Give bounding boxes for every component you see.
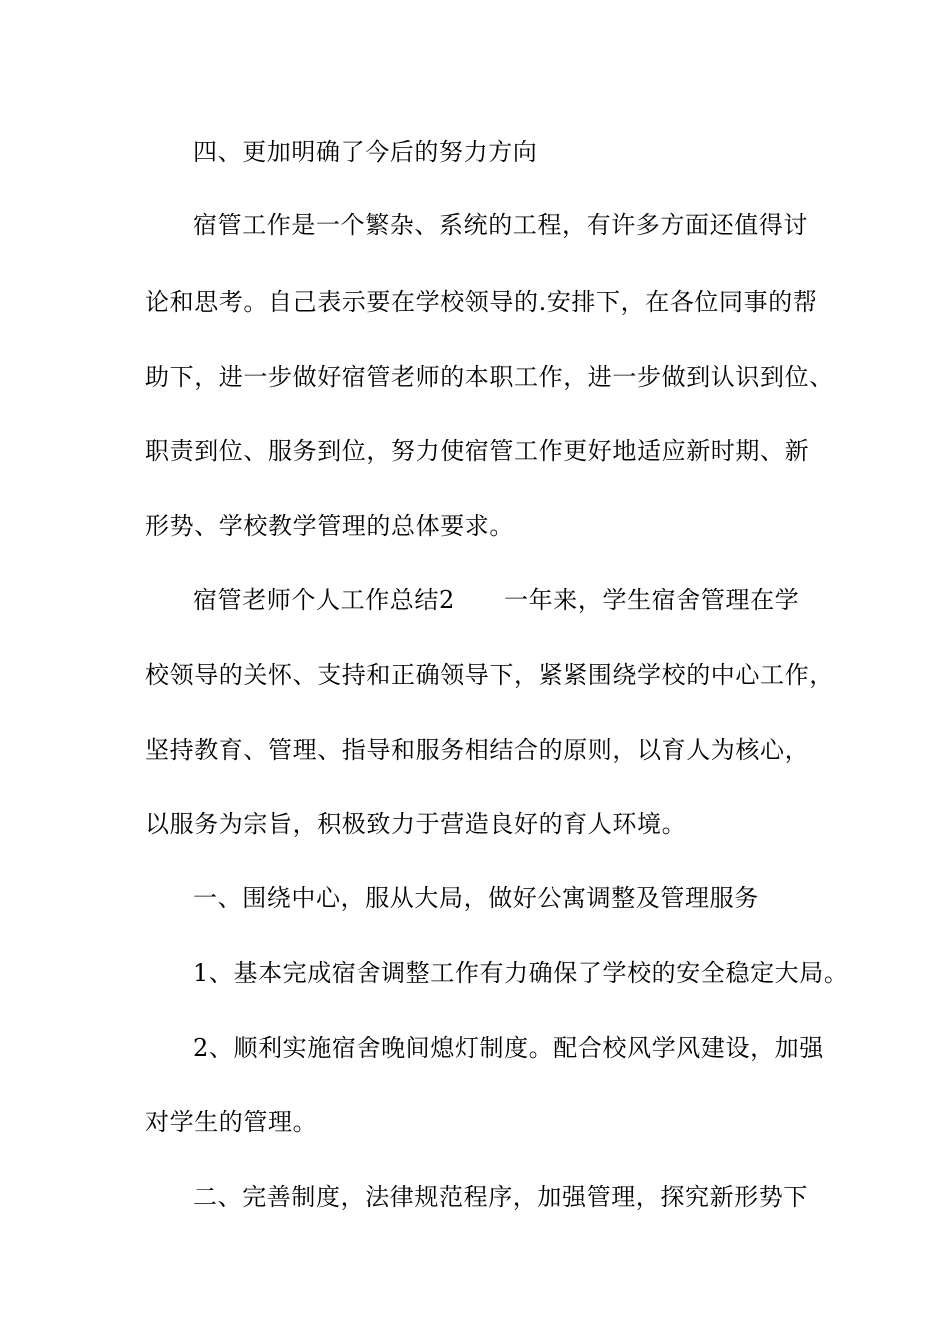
paragraph-line: 职责到位、服务到位，努力使宿管工作更好地适应新时期、新: [145, 437, 810, 465]
paragraph-line: 形势、学校教学管理的总体要求。: [145, 512, 514, 540]
paragraph-line: 宿管工作是一个繁杂、系统的工程，有许多方面还值得讨: [193, 211, 808, 239]
paragraph-line: 宿管老师个人工作总结2 一年来，学生宿舍管理在学: [193, 586, 800, 614]
paragraph-line: 助下，进一步做好宿管老师的本职工作，进一步做到认识到位、: [145, 363, 834, 391]
paragraph-line: 对学生的管理。: [145, 1108, 318, 1136]
section-heading-1: 一、围绕中心，服从大局，做好公寓调整及管理服务: [193, 884, 759, 912]
paragraph-line: 校领导的关怀、支持和正确领导下，紧紧围绕学校的中心工作，: [145, 661, 834, 689]
paragraph-line: 论和思考。自己表示要在学校领导的.安排下，在各位同事的帮: [145, 288, 818, 316]
list-item: 1、基本完成宿舍调整工作有力确保了学校的安全稳定大局。: [193, 959, 849, 987]
section-heading-4: 四、更加明确了今后的努力方向: [193, 138, 538, 166]
paragraph-line: 坚持教育、管理、指导和服务相结合的原则，以育人为核心，: [145, 736, 810, 764]
paragraph-line: 以服务为宗旨，积极致力于营造良好的育人环境。: [145, 810, 687, 838]
list-item: 2、顺利实施宿舍晚间熄灯制度。配合校风学风建设，加强: [193, 1034, 824, 1062]
section-heading-2: 二、完善制度，法律规范程序，加强管理，探究新形势下: [193, 1183, 808, 1211]
